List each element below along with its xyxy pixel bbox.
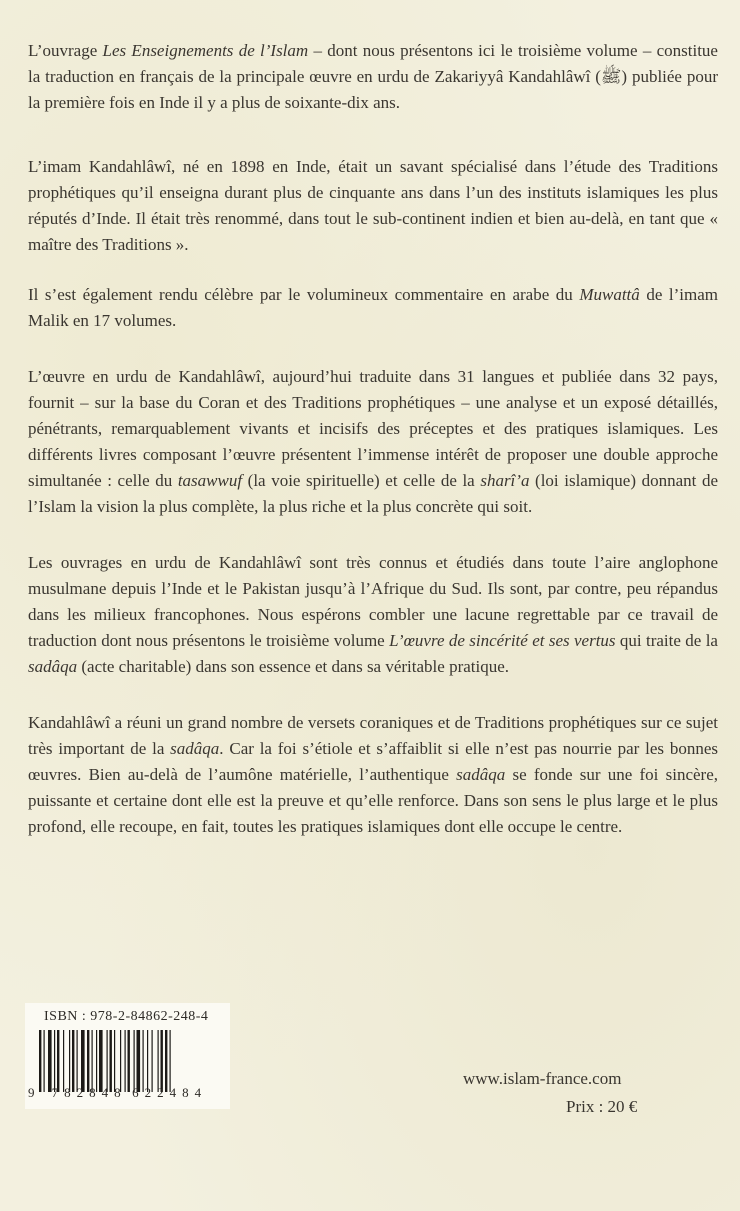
italic-term: sadâqa bbox=[170, 739, 220, 758]
italic-term: Les Enseignements de l’Islam bbox=[102, 41, 309, 60]
description-text bbox=[28, 38, 718, 874]
text-run: (acte charitable) dans son essence et dans sa véritable pratique. bbox=[77, 657, 510, 676]
text-run: (la voie spirituelle) et celle de la bbox=[242, 471, 481, 490]
text-run: Il s’est également rendu célèbre par le volumineux commentaire en arabe du bbox=[28, 285, 580, 304]
paragraph bbox=[28, 364, 718, 520]
text-run: Les ouvrages en urdu de Kandahlâwî sont très connus et étudiés dans toute l’aire anglophone musulmane depuis l’Inde et le Pakistan jusqu’à l’Afrique du Sud. Ils sont, par contre, peu répandus dans les milieux francophones. Nous espérons combler une lacune regrettable par ce travail de traduction dont nous présentons le troisième volume bbox=[28, 553, 718, 650]
paragraph bbox=[28, 154, 718, 258]
text-run: de l’imam Malik en 17 volumes. bbox=[28, 285, 718, 330]
text-run: qui traite de la bbox=[615, 631, 718, 650]
text-run: . Car la foi s’étiole et s’affaiblit si elle n’est pas nourrie par les bonnes œuvres. Bien au-delà de l’aumône matérielle, l’authentique bbox=[28, 739, 718, 784]
barcode-digit-lead: 9 bbox=[28, 1085, 35, 1100]
text-run: L’imam Kandahlâwî, né en 1898 en Inde, était un savant spécialisé dans l’étude des Traditions prophétiques qu’il enseigna durant plus de cinquante ans dans l’un des instituts islamiques les plus réputés d’Inde. Il était très renommé, dans tout le sub-continent indien et bien au-delà, en tant que « maître des Traditions ». bbox=[28, 157, 718, 254]
price-text: Prix : 20 € bbox=[566, 1097, 638, 1116]
paragraph bbox=[28, 38, 718, 116]
italic-term: L’œuvre de sincérité et ses vertus bbox=[389, 631, 616, 650]
italic-term: sadâqa bbox=[28, 657, 78, 676]
barcode-digits bbox=[28, 1085, 228, 1101]
text-run: (loi islamique) donnant de l’Islam la vision la plus complète, la plus riche et la plus concrète qui soit. bbox=[28, 471, 719, 516]
italic-term: Muwattâ bbox=[579, 285, 640, 304]
barcode-digits-right: 622484 bbox=[132, 1085, 208, 1100]
italic-term: sadâqa bbox=[456, 765, 506, 784]
italic-term: sharî’a bbox=[480, 471, 530, 490]
barcode-digits-left: 782848 bbox=[51, 1085, 127, 1100]
paragraph bbox=[28, 550, 718, 680]
barcode-icon bbox=[39, 1030, 217, 1092]
barcode-label bbox=[25, 1003, 230, 1109]
paragraph bbox=[28, 710, 718, 840]
italic-term: tasawwuf bbox=[177, 471, 243, 490]
text-run: L’œuvre en urdu de Kandahlâwî, aujourd’hui traduite dans 31 langues et publiée dans 32 pays, fournit – sur la base du Coran et des Traditions prophétiques – une analyse et un exposé détaillés, pénétrants, remarquablement vivants et incisifs des préceptes et des pratiques islamiques. Les différents livres composant l’œuvre présentent l’immense intérêt de proposer une double approche simultanée : celle du bbox=[28, 367, 718, 490]
paragraph bbox=[28, 282, 718, 334]
text-run: se fonde sur une foi sincère, puissante et certaine dont elle est la preuve et qu’elle renforce. Dans son sens le plus large et le plus profond, elle recoupe, en fait, toutes les pratiques islamiques dont elle occupe le centre. bbox=[28, 765, 718, 836]
text-run: Kandahlâwî a réuni un grand nombre de versets coraniques et de Traditions prophétiques sur ce sujet très important de la bbox=[28, 713, 718, 758]
isbn-text: ISBN : 978-2-84862-248-4 bbox=[44, 1009, 209, 1024]
text-run: – dont nous présentons ici le troisième volume – constitue la traduction en français de la principale œuvre en urdu de Zakariyyâ Kandahlâwî (ﷺ) publiée pour la première fois en Inde il y a plus de soixante-dix ans. bbox=[28, 41, 718, 112]
text-run: L’ouvrage bbox=[28, 41, 103, 60]
website-text: www.islam-france.com bbox=[463, 1069, 622, 1088]
